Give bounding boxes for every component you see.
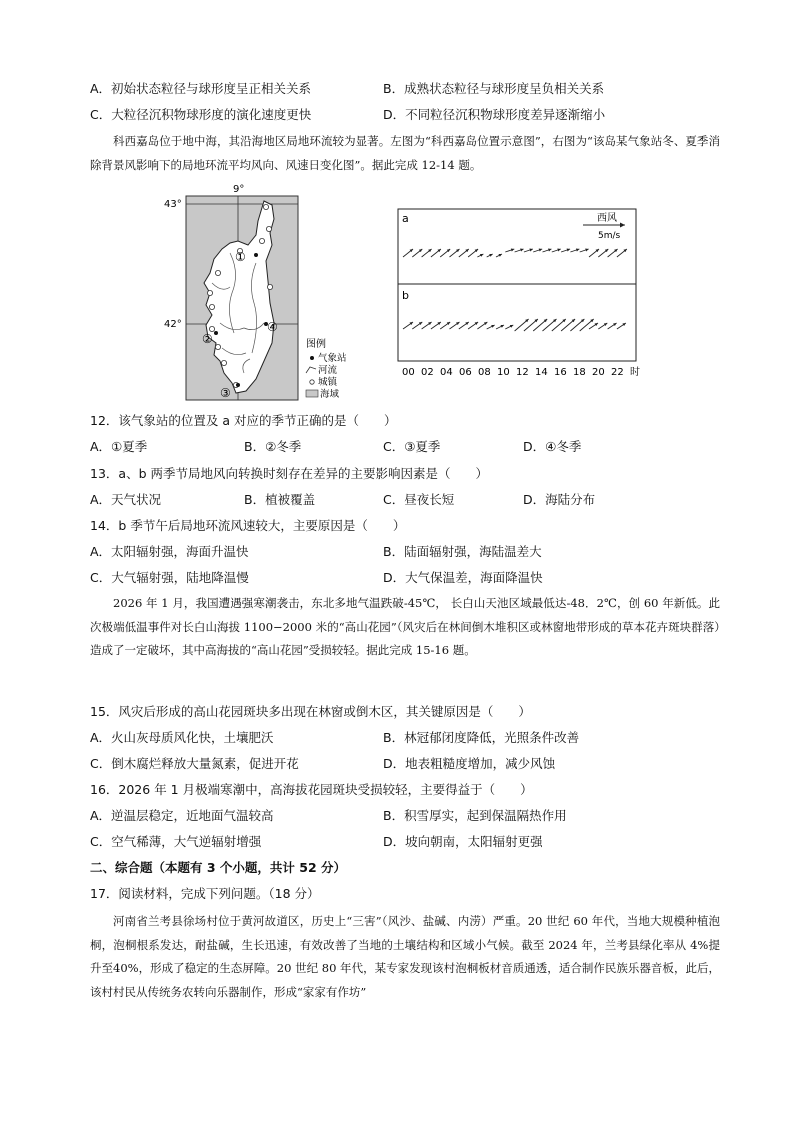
hour-label: 02 bbox=[421, 367, 434, 378]
q16-option-d: D．坡向朝南，太阳辐射更强 bbox=[383, 834, 543, 849]
q13-option-a: A．天气状况 bbox=[90, 492, 162, 507]
section-2-heading: 二、综合题（本题有 3 个小题，共计 52 分） bbox=[90, 860, 347, 875]
q16-option-b: B．积雪厚实，起到保温隔热作用 bbox=[383, 808, 567, 823]
q15-option-b: B．林冠郁闭度降低，光照条件改善 bbox=[383, 730, 580, 745]
hour-label: 20 bbox=[592, 367, 605, 378]
q14-option-d: D．大气保温差，海面降温快 bbox=[383, 570, 543, 585]
q12-option-d: D．④冬季 bbox=[523, 439, 582, 454]
hour-label: 06 bbox=[459, 367, 472, 378]
q15-stem: 15．风灾后形成的高山花园斑块多出现在林窗或倒木区，其关键原因是（ ） bbox=[90, 704, 531, 719]
hour-label: 16 bbox=[554, 367, 567, 378]
q16-option-a: A．逆温层稳定，近地面气温较高 bbox=[90, 808, 274, 823]
map-lon-label: 9° bbox=[233, 184, 245, 195]
point-4: ④ bbox=[267, 320, 278, 334]
legend-town: 城镇 bbox=[318, 377, 338, 388]
point-2: ② bbox=[202, 332, 213, 346]
q15-option-d: D．地表粗糙度增加，减少风蚀 bbox=[383, 756, 556, 771]
wind-vector-head bbox=[548, 249, 551, 252]
legend-speed: 5m/s bbox=[598, 231, 621, 241]
q12-stem: 12．该气象站的位置及 a 对应的季节正确的是（ ） bbox=[90, 413, 397, 428]
legend-west-wind: 西风 bbox=[597, 213, 617, 224]
q16-option-c: C．空气稀薄，大气逆辐射增强 bbox=[90, 834, 262, 849]
q13-option-c: C．昼夜长短 bbox=[383, 492, 455, 507]
wind-vector-head bbox=[576, 249, 579, 252]
q15-option-a: A．火山灰母质风化快，土壤肥沃 bbox=[90, 730, 274, 745]
q11-option-d: D．不同粒径沉积物球形度差异逐渐缩小 bbox=[383, 107, 606, 122]
hour-label: 04 bbox=[440, 367, 453, 378]
q14-stem: 14．b 季节午后局地环流风速较大，主要原因是（ ） bbox=[90, 518, 406, 533]
q15-option-c: C．倒木腐烂释放大量氮素，促进开花 bbox=[90, 756, 299, 771]
hour-label: 22 bbox=[611, 367, 624, 378]
q12-option-a: A．①夏季 bbox=[90, 439, 148, 454]
wind-vector-head bbox=[539, 249, 542, 252]
q16-stem: 16．2026 年 1 月极端寒潮中，高海拔花园斑块受损较轻，主要得益于（ ） bbox=[90, 782, 533, 797]
panel-b-label: b bbox=[402, 289, 409, 302]
q13-option-b: B．植被覆盖 bbox=[244, 492, 316, 507]
wind-vector-head bbox=[557, 249, 560, 252]
legend-station: 气象站 bbox=[318, 353, 347, 364]
legend-title: 图例 bbox=[306, 339, 326, 350]
q17-stem: 17．阅读材料，完成下列问题。（18 分） bbox=[90, 886, 320, 901]
q14-option-c: C．大气辐射强，陆地降温慢 bbox=[90, 570, 249, 585]
hour-label: 10 bbox=[497, 367, 510, 378]
hour-label: 12 bbox=[516, 367, 529, 378]
wind-vector-head bbox=[567, 249, 570, 252]
panel-a-label: a bbox=[402, 212, 409, 225]
intro-12-14: 科西嘉岛位于地中海，其沿海地区局地环流较为显著。左图为“科西嘉岛位置示意图”，右图为“该岛某气象站冬、夏季消除背景风影响下的局地环流平均风向、风速日变化图”。据此完成 12-14 题。 bbox=[90, 134, 720, 172]
intro-15-16: 2026 年 1 月，我国遭遇强寒潮袭击，东北多地气温跌破-45℃， 长白山天池区域最低达-48．2℃，创 60 年新低。此次极端低温事件对长白山海拔 1100−2000 米的“高山花园”（风灾后在林间倒木堆积区或林窗地带形成的草本花卉斑块群落）造成了一定破坏，其中高海拔的“高山花园”受损较轻。据此完成 15-16 题。 bbox=[90, 596, 720, 657]
legend-sea: 海域 bbox=[320, 389, 340, 400]
hour-label: 14 bbox=[535, 367, 548, 378]
hour-label: 08 bbox=[478, 367, 491, 378]
wind-vector-head bbox=[511, 249, 514, 252]
point-1: ① bbox=[235, 250, 246, 264]
point-3: ③ bbox=[220, 386, 231, 400]
q13-option-d: D．海陆分布 bbox=[523, 492, 596, 507]
q11-option-a: A．初始状态粒径与球形度呈正相关关系 bbox=[90, 81, 312, 96]
q11-option-c: C．大粒径沉积物球形度的演化速度更快 bbox=[90, 107, 312, 122]
q11-option-b: B．成熟状态粒径与球形度呈负相关关系 bbox=[383, 81, 605, 96]
wind-vector-head bbox=[520, 249, 523, 252]
q12-option-b: B．②冬季 bbox=[244, 439, 302, 454]
corsica-map bbox=[160, 183, 370, 405]
wind-vector-chart bbox=[393, 207, 643, 379]
wind-vector-head bbox=[529, 249, 532, 252]
map-lat-mid: 42° bbox=[164, 319, 182, 330]
q17-material: 河南省兰考县徐场村位于黄河故道区，历史上“三害”（风沙、盐碱、内涝）严重。20 世纪 60 年代，当地大规模种植泡桐，泡桐根系发达，耐盐碱，生长迅速，有效改善了当地的土壤结构和区域小气候。截至 2024 年，兰考县绿化率从 4%提升至40%，形成了稳定的生态屏障。20 世纪 80 年代，某专家发现该村泡桐板材音质通透，适合制作民族乐器音板，此后，该村村民从传统务农转向乐器制作，形成“家家有作坊” bbox=[90, 914, 720, 999]
hour-unit: 时 bbox=[630, 367, 640, 378]
hour-label: 18 bbox=[573, 367, 586, 378]
q14-option-a: A．太阳辐射强，海面升温快 bbox=[90, 544, 249, 559]
legend-river: 河流 bbox=[318, 365, 338, 376]
map-lat-top: 43° bbox=[164, 199, 182, 210]
q13-stem: 13．a、b 两季节局地风向转换时刻存在差异的主要影响因素是（ ） bbox=[90, 466, 488, 481]
wind-vector-head bbox=[585, 249, 588, 252]
q14-option-b: B．陆面辐射强，海陆温差大 bbox=[383, 544, 542, 559]
hour-label: 00 bbox=[402, 367, 415, 378]
q12-option-c: C．③夏季 bbox=[383, 439, 441, 454]
